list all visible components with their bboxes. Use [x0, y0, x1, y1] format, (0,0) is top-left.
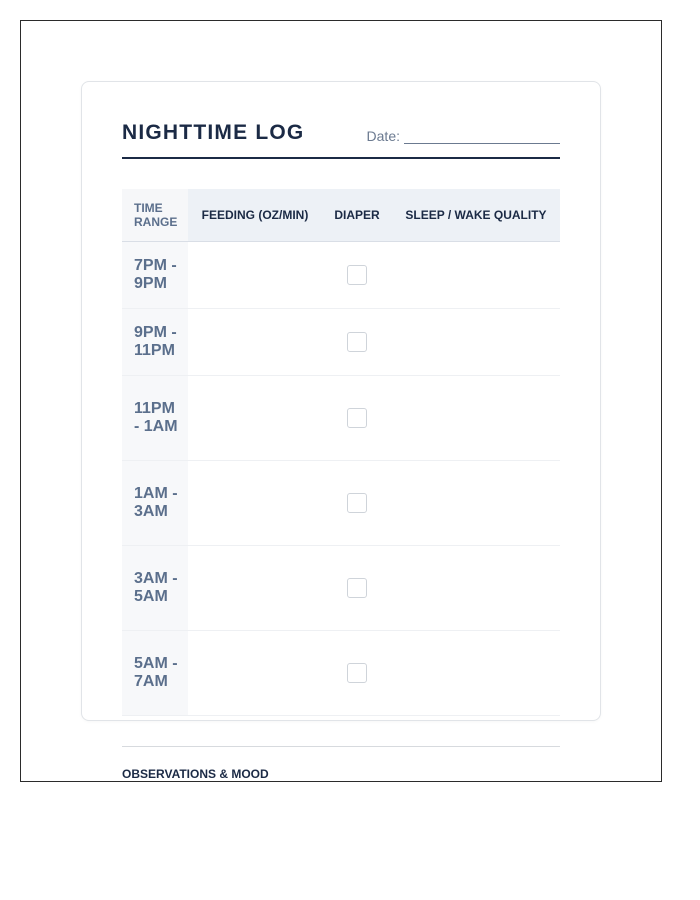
feeding-cell[interactable]: [188, 460, 322, 545]
time-range-cell: 11PM - 1AM: [122, 375, 188, 460]
observations-label: OBSERVATIONS & MOOD: [122, 766, 269, 781]
sleep-wake-quality-cell[interactable]: [392, 375, 560, 460]
time-range-cell: 3AM - 5AM: [122, 545, 188, 630]
time-range-cell: 7PM - 9PM: [122, 241, 188, 308]
column-header-sleep-wake-quality: SLEEP / WAKE QUALITY: [392, 189, 560, 241]
feeding-cell[interactable]: [188, 630, 322, 715]
feeding-cell[interactable]: [188, 375, 322, 460]
column-header-feeding: FEEDING (OZ/MIN): [188, 189, 322, 241]
diaper-cell: [322, 630, 392, 715]
time-range-cell: 5AM - 7AM: [122, 630, 188, 715]
diaper-cell: [322, 375, 392, 460]
sleep-wake-quality-cell[interactable]: [392, 630, 560, 715]
page-title: NIGHTTIME LOG: [122, 121, 305, 144]
diaper-checkbox[interactable]: [347, 265, 367, 285]
table-row: [122, 545, 560, 630]
diaper-checkbox[interactable]: [347, 493, 367, 513]
column-header-time-range: TIME RANGE: [122, 189, 188, 241]
feeding-cell[interactable]: [188, 308, 322, 375]
table-row: [122, 460, 560, 545]
table-row: [122, 630, 560, 715]
table-row: [122, 375, 560, 460]
time-range-cell: 9PM - 11PM: [122, 308, 188, 375]
diaper-checkbox[interactable]: [347, 663, 367, 683]
date-field[interactable]: [404, 128, 560, 144]
table-row: [122, 308, 560, 375]
diaper-cell: [322, 308, 392, 375]
time-range-cell: 1AM - 3AM: [122, 460, 188, 545]
sleep-wake-quality-cell[interactable]: [392, 460, 560, 545]
log-content: [122, 121, 560, 781]
feeding-cell[interactable]: [188, 241, 322, 308]
log-header: [122, 121, 560, 159]
sleep-wake-quality-cell[interactable]: [392, 308, 560, 375]
diaper-checkbox[interactable]: [347, 578, 367, 598]
table-row: [122, 241, 560, 308]
feeding-cell[interactable]: [188, 545, 322, 630]
observations-section: [122, 746, 560, 781]
nighttime-log-table: [122, 189, 560, 716]
page-viewport: [20, 20, 662, 782]
diaper-cell: [322, 545, 392, 630]
diaper-checkbox[interactable]: [347, 408, 367, 428]
diaper-checkbox[interactable]: [347, 332, 367, 352]
date-field-group: [367, 128, 560, 144]
column-header-diaper: DIAPER: [322, 189, 392, 241]
diaper-cell: [322, 460, 392, 545]
sleep-wake-quality-cell[interactable]: [392, 241, 560, 308]
table-header-row: [122, 189, 560, 241]
diaper-cell: [322, 241, 392, 308]
date-label: Date:: [366, 128, 400, 144]
sleep-wake-quality-cell[interactable]: [392, 545, 560, 630]
